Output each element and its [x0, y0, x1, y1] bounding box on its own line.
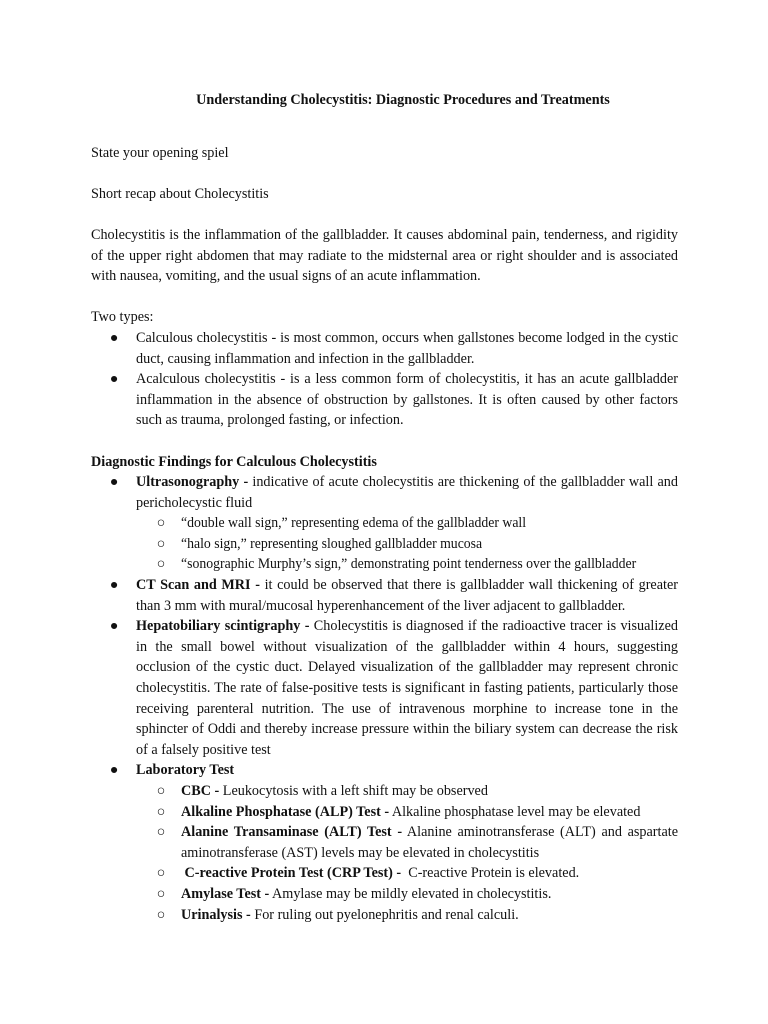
list-item-label: CT Scan and MRI -	[136, 577, 260, 594]
bullet-icon: ●	[109, 329, 119, 346]
sublist-item	[156, 781, 678, 802]
sublist-item	[156, 513, 678, 534]
bullet-icon: ●	[109, 618, 119, 635]
list-item	[109, 616, 678, 760]
sublist-item	[156, 554, 678, 575]
hollow-bullet-icon: ○	[156, 865, 166, 882]
sublist-item	[156, 863, 678, 884]
list-item	[109, 369, 678, 431]
list-item	[109, 760, 678, 925]
hollow-bullet-icon: ○	[156, 803, 166, 820]
hollow-bullet-icon: ○	[156, 885, 166, 902]
sublist-item-text: C-reactive Protein is elevated.	[401, 865, 580, 882]
sublist-item-text: “double wall sign,” representing edema of the gallbladder wall	[181, 515, 527, 532]
sublist-item	[156, 905, 678, 926]
hollow-bullet-icon: ○	[156, 906, 166, 923]
sublist-item-text: “halo sign,” representing sloughed gallbladder mucosa	[181, 535, 483, 552]
bullet-icon: ●	[109, 762, 119, 779]
hollow-bullet-icon: ○	[156, 824, 166, 841]
sublist-item-label: CBC -	[181, 783, 220, 799]
sublist-item	[156, 884, 678, 905]
list-item-text: it could be observed that there is gallbladder wall thickening of greater than 3 mm with mural/mucosal hyperenhancement of the liver adjacent to gallbladder.	[136, 577, 678, 614]
list-item	[109, 472, 678, 575]
sublist-item-label: Urinalysis -	[181, 906, 251, 923]
list-item-text: Cholecystitis is diagnosed if the radioactive tracer is visualized in the small bowel without visualization of the gallbladder within 4 hours, suggesting occlusion of the cystic duct. Delayed visualization of the gallbladder may represent chronic cholecystitis. The rate of false-positive tests is significant in fasting patients, particularly those receiving parenteral nutrition. The use of intravenous morphine to increase tone in the sphincter of Oddi and thereby increase pressure within the biliary system can decrease the risk of a falsely positive test	[136, 618, 678, 758]
sublist-item-text: Leukocytosis with a left shift may be observed	[219, 783, 488, 799]
sublist-item-label: Amylase Test -	[181, 885, 270, 902]
list-item-label: Laboratory Test	[136, 762, 235, 779]
sublist-item-label: Alkaline Phosphatase (ALP) Test -	[181, 803, 390, 820]
hollow-bullet-icon: ○	[156, 556, 166, 573]
bullet-icon: ●	[109, 371, 119, 388]
sublist-item	[156, 534, 678, 555]
list-item-text: indicative of acute cholecystitis are thickening of the gallbladder wall and pericholecystic fluid	[136, 474, 678, 511]
sublist-item-label: Alanine Transaminase (ALT) Test -	[181, 824, 403, 841]
list-item-label: Hepatobiliary scintigraphy -	[136, 618, 310, 635]
document-title: Understanding Cholecystitis: Diagnostic Procedures and Treatments	[196, 92, 610, 108]
sublist-item-text: For ruling out pyelonephritis and renal calculi.	[250, 906, 519, 923]
sublist	[136, 781, 678, 925]
sublist-item-text: Alkaline phosphatase level may be elevated	[389, 803, 641, 820]
intro-paragraph: Cholecystitis is the inflammation of the gallbladder. It causes abdominal pain, tenderness, and rigidity of the upper right abdomen that may radiate to the midsternal area or right shoulder and is associated with nausea, vomiting, and the usual signs of an acute inflammation.	[91, 226, 678, 285]
sublist-item-label: C-reactive Protein Test (CRP Test) -	[181, 865, 402, 882]
types-heading: Two types:	[91, 309, 154, 326]
list-item-text: Calculous cholecystitis - is most common, occurs when gallstones become lodged in the cystic duct, causing inflammation and infection in the gallbladder.	[136, 329, 678, 367]
sublist-item-text: “sonographic Murphy’s sign,” demonstrating point tenderness over the gallbladder	[181, 556, 637, 573]
opening-line: State your opening spiel	[91, 144, 229, 161]
list-item-text: Acalculous cholecystitis - is a less common form of cholecystitis, it has an acute gallbladder inflammation in the absence of obstruction by gallstones. It is often caused by other factors such as trauma, prolonged fasting, or infection.	[136, 371, 678, 429]
sublist-item-text: Alanine aminotransferase (ALT) and aspartate aminotransferase (AST) levels may be elevated in cholecystitis	[181, 824, 678, 861]
list-item-label: Ultrasonography -	[136, 474, 249, 491]
bullet-icon: ●	[109, 577, 119, 594]
sublist-item	[156, 822, 678, 863]
sublist	[136, 513, 678, 575]
sublist-item-text: Amylase may be mildly elevated in cholecystitis.	[269, 885, 552, 902]
bullet-icon: ●	[109, 474, 119, 491]
diagnostic-heading: Diagnostic Findings for Calculous Cholecystitis	[91, 453, 377, 470]
list-item	[109, 575, 678, 616]
hollow-bullet-icon: ○	[156, 783, 166, 799]
types-list	[91, 328, 678, 431]
hollow-bullet-icon: ○	[156, 535, 166, 552]
sublist-item	[156, 802, 678, 823]
recap-line: Short recap about Cholecystitis	[91, 185, 269, 202]
hollow-bullet-icon: ○	[156, 515, 166, 532]
findings-list	[91, 472, 678, 925]
list-item	[109, 328, 678, 369]
